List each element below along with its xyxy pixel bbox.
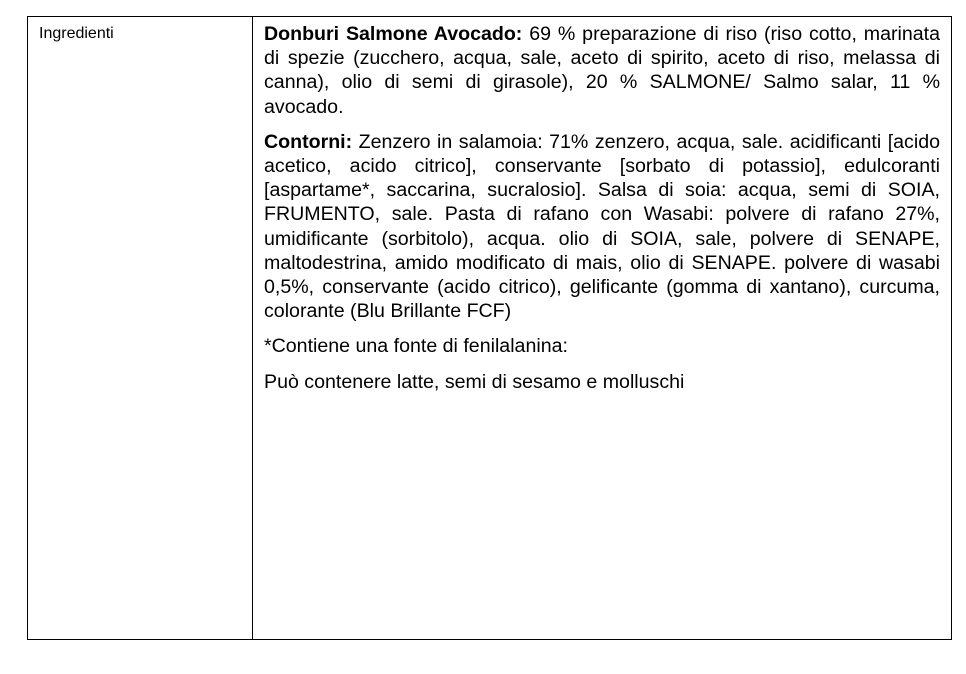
donburi-paragraph bbox=[264, 22, 940, 119]
contorni-text: Zenzero in salamoia: 71% zenzero, acqua, sale. acidificanti [acido acetico, acido citrico], conservante [sorbato di potassio], edulcoranti [aspartame*, saccarina, sucralosio]. Salsa di soia: acqua, semi di SOIA, FRUMENTO, sale. Pasta di rafano con Wasabi: polvere di rafano 27%, umidificante (sorbitolo), acqua. olio di SOIA, sale, polvere di SENAPE, maltodestrina, amido modificato di mais, olio di SENAPE. polvere di wasabi 0,5%, conservante (acido citrico), gelificante (gomma di xantano), curcuma, colorante (Blu Brillante FCF) bbox=[264, 130, 940, 323]
donburi-heading: Donburi Salmone Avocado: bbox=[264, 23, 523, 45]
contorni-paragraph bbox=[264, 130, 940, 324]
label-cell bbox=[28, 17, 253, 640]
donburi-text: 69 % preparazione di riso (riso cotto, marinata di spezie (zucchero, acqua, sale, aceto di spirito, aceto di riso, melassa di canna), olio di semi di girasole), 20 % SALMONE/ Salmo salar, 11 % avocado. bbox=[264, 23, 940, 118]
contorni-heading: Contorni: bbox=[264, 130, 353, 153]
allergen-note: Può contenere latte, semi di sesamo e molluschi bbox=[264, 370, 685, 393]
phenylalanine-note: *Contiene una fonte di fenilalanina: bbox=[264, 335, 568, 358]
table-row bbox=[28, 17, 952, 640]
ingredients-label: Ingredienti bbox=[39, 25, 114, 42]
content-cell bbox=[253, 17, 952, 640]
ingredients-table bbox=[27, 16, 952, 640]
